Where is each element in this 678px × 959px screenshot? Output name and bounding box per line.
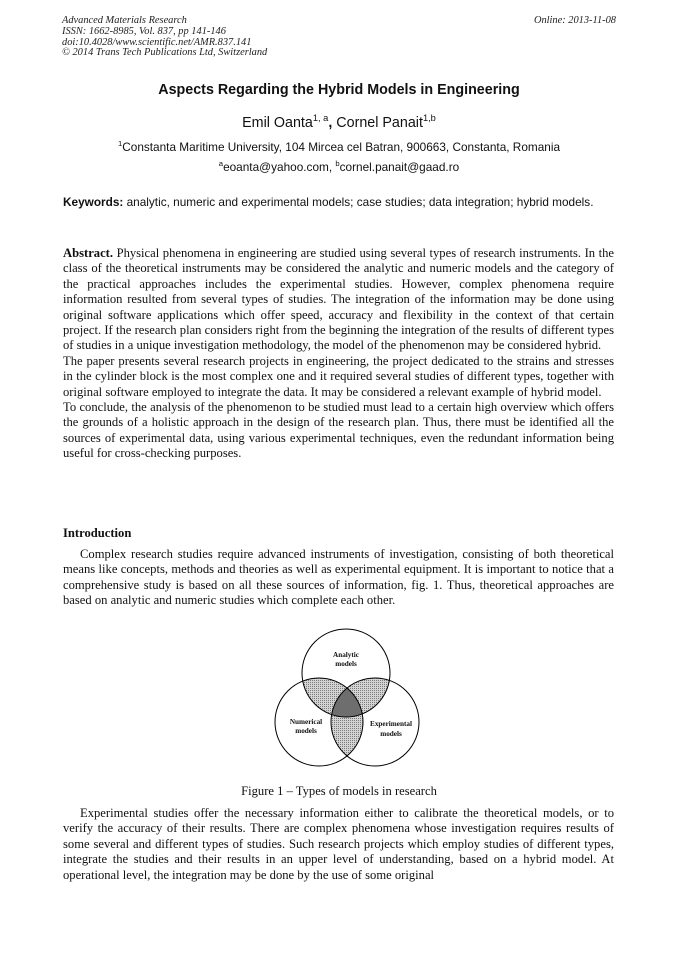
- affiliation-line: [0, 140, 678, 154]
- email-1[interactable]: eoanta@yahoo.com,: [223, 160, 333, 174]
- label-analytic-2: models: [335, 660, 357, 668]
- figure-caption: Figure 1 – Types of models in research: [241, 784, 437, 798]
- keywords-block: [63, 195, 614, 210]
- abstract-text-1: Physical phenomena in engineering are studied using several types of research instruments. In the class of the theoretical instruments may be considered the analytic and numeric models and the category of the practical approaches includes the experimental studies. However, complex phenomena require information resulted from several types of studies. The integration of the information may be done using original software applications which offer speed, accuracy and flexibility in the context of that certain project. If the research plan considers right from the beginning the integration of the results of different types of studies in a unique investigation methodology, the model of the phenomenon may be considered hybrid.: [63, 246, 614, 353]
- journal-info: [62, 16, 267, 59]
- affiliation-sup: 1: [117, 139, 123, 149]
- venn-diagram: [266, 626, 426, 772]
- author-2: Cornel Panait: [336, 115, 423, 131]
- email-2-sup: b: [335, 159, 340, 169]
- author-line: [0, 115, 678, 131]
- author-separator: ,: [328, 115, 337, 131]
- introduction-block: [63, 547, 614, 609]
- paper-title: Aspects Regarding the Hybrid Models in Engineering: [158, 82, 520, 98]
- copyright-line: © 2014 Trans Tech Publications Ltd, Switzerland: [62, 47, 268, 59]
- introduction-heading: Introduction: [63, 526, 132, 540]
- email-2[interactable]: cornel.panait@gaad.ro: [339, 160, 460, 174]
- journal-name: Advanced Materials Research: [62, 15, 187, 26]
- introduction-paragraph-1: Complex research studies require advanced instruments of investigation, consisting of both theoretical means like concepts, methods and theories as well as experimental equipment. It is important to notice that a comprehensive study is based on all these sources of information, fig. 1. Thus, theoretical approaches are based on analytic and numeric studies which complete each other.: [63, 547, 614, 608]
- issn-line: ISSN: 1662-8985, Vol. 837, pp 141-146: [62, 25, 226, 37]
- keywords-text: analytic, numeric and experimental models; case studies; data integration; hybrid models.: [126, 195, 594, 209]
- abstract-paragraph-1: [63, 246, 614, 354]
- label-experimental-2: models: [380, 730, 402, 738]
- online-date: Online: 2013-11-08: [533, 15, 616, 26]
- doi-line: doi:10.4028/www.scientific.net/AMR.837.141: [62, 36, 252, 48]
- abstract-label: Abstract.: [63, 246, 114, 260]
- label-numerical-1: Numerical: [289, 718, 323, 726]
- email-line: [0, 160, 678, 174]
- affiliation: Constanta Maritime University, 104 Mircea cel Batran, 900663, Constanta, Romania: [122, 140, 561, 154]
- label-numerical-2: models: [295, 727, 317, 735]
- email-1-sup: a: [218, 159, 224, 169]
- keywords-label: Keywords:: [63, 195, 124, 209]
- abstract-paragraph-3: To conclude, the analysis of the phenomenon to be studied must lead to a certain high overview which offers the grounds of a holistic approach in the design of the research plan. Thus, there must be identified all the sources of experimental data, using various experimental techniques, even the redundant information being useful for cross-checking purposes.: [63, 400, 614, 461]
- abstract-block: [63, 246, 614, 462]
- abstract-paragraph-2: The paper presents several research projects in engineering, the project dedicated to the strains and stresses in the cylinder block is the most complex one and it required several studies of different types, together with original software employed to integrate the data. It may be considered a relevant example of hybrid model.: [63, 353, 614, 399]
- body-paragraph-2: Experimental studies offer the necessary information either to calibrate the theoretical models, or to verify the accuracy of their results. There are complex phenomena whose investigation requires results of some several and different types of studies. Such research projects which employ studies of different types, integrate the studies and their results in an upper level of understanding, based on a hybrid model. At operational level, the integration may be done by the use of some original: [63, 806, 614, 882]
- label-analytic-1: Analytic: [333, 651, 359, 659]
- label-experimental-1: Experimental: [370, 720, 412, 728]
- author-1-sup: 1, a: [312, 113, 329, 124]
- author-1: Emil Oanta: [242, 115, 313, 131]
- body-block: [63, 806, 614, 883]
- author-2-sup: 1,b: [422, 113, 436, 124]
